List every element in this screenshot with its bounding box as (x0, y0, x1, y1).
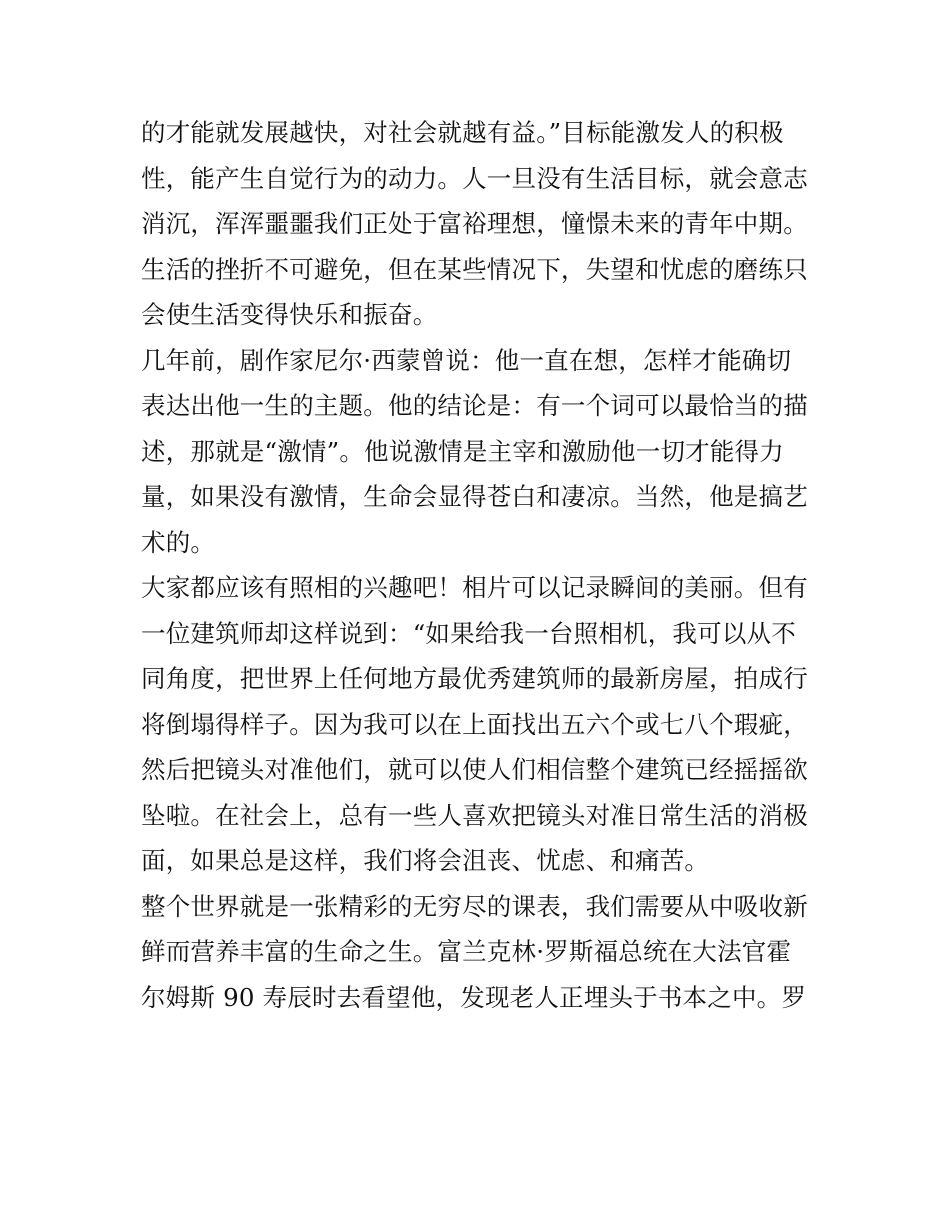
text-line: 一位建筑师却这样说到：“如果给我一台照相机，我可以从不 (141, 618, 796, 648)
text-line: 表达出他一生的主题。他的结论是：有一个词可以最恰当的描 (141, 391, 808, 420)
text-line: 整个世界就是一张精彩的无穷尽的课表，我们需要从中吸收新 (141, 891, 808, 921)
text-line: 面，如果总是这样，我们将会沮丧、忧虑、和痛苦。 (141, 846, 710, 875)
text-line: 同角度，把世界上任何地方最优秀建筑师的最新房屋，拍成行 (141, 664, 808, 693)
text-line: 然后把镜头对准他们，就可以使人们相信整个建筑已经摇摇欲 (141, 755, 808, 784)
text-line: 性，能产生自觉行为的动力。人一旦没有生活目标，就会意志 (141, 163, 808, 193)
body-text (141, 110, 821, 1020)
text-line: 鲜而营养丰富的生命之生。富兰克林·罗斯福总统在大法官霍 (141, 937, 792, 966)
text-line: 坠啦。在社会上，总有一些人喜欢把镜头对准日常生活的消极 (141, 800, 808, 830)
text-line: 生活的挫折不可避免，但在某些情况下，失望和忧虑的磨练只 (141, 254, 808, 284)
text-line: 几年前，剧作家尼尔·西蒙曾说：他一直在想，怎样才能确切 (141, 345, 792, 375)
text-line: 会使生活变得快乐和振奋。 (141, 300, 438, 329)
text-line: 尔姆斯 90 寿辰时去看望他，发现老人正埋头于书本之中。罗 (141, 982, 807, 1012)
text-line: 消沉，浑浑噩噩我们正处于富裕理想，憧憬未来的青年中期。 (141, 209, 808, 238)
text-line: 述，那就是“激情”。他说激情是主宰和激励他一切才能得力 (141, 436, 784, 466)
text-line: 术的。 (141, 527, 216, 557)
text-line: 将倒塌得样子。因为我可以在上面找出五六个或七八个瑕疵， (141, 709, 808, 739)
text-line: 量，如果没有激情，生命会显得苍白和凄凉。当然，他是搞艺 (141, 482, 808, 511)
text-line: 的才能就发展越快，对社会就越有益。”目标能激发人的积极 (141, 118, 784, 147)
text-line: 大家都应该有照相的兴趣吧！相片可以记录瞬间的美丽。但有 (141, 573, 808, 602)
